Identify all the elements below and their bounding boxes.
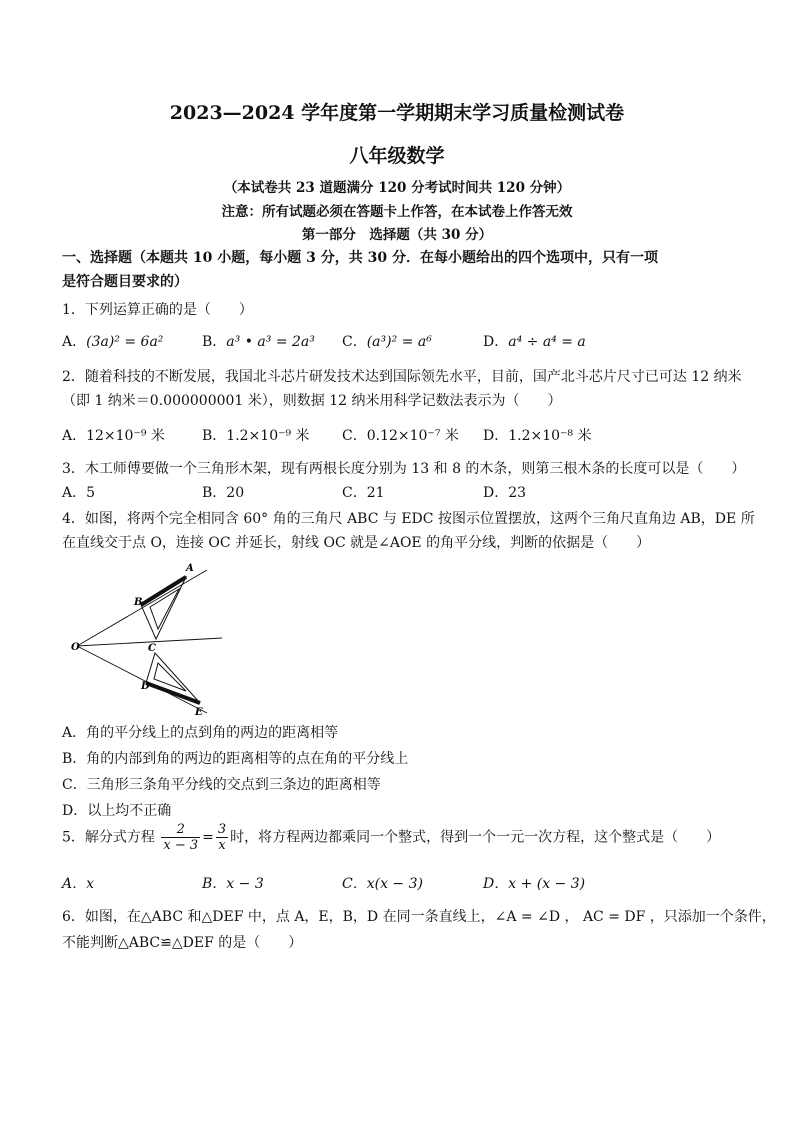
- q5-frac2-numerator: 3: [217, 822, 227, 837]
- label-c: C: [148, 643, 156, 654]
- q6-line1: 6．如图，在△ABC 和△DEF 中，点 A，E，B，D 在同一条直线上，∠A = ∠D ， AC = DF ，只添加一个条件，: [62, 909, 776, 925]
- q4-line1: 4．如图，将两个完全相同含 60° 角的三角尺 ABC 与 EDC 按图示位置摆放，这两个三角尺直角边 AB，DE 所: [62, 511, 755, 527]
- q4-option-a: A．角的平分线上的点到角的两边的距离相等: [62, 725, 339, 741]
- q4-figure: [62, 555, 237, 720]
- q4-option-d: D．以上均不正确: [62, 803, 172, 819]
- exam-subject: 八年级数学: [349, 145, 445, 167]
- section-heading-line2: 是符合题目要求的）: [62, 274, 188, 290]
- q5-equals: =: [202, 829, 214, 846]
- q1-option-d: [483, 331, 586, 351]
- q1-c-label: C．: [342, 334, 367, 350]
- q3-stem: 3．木工师傅要做一个三角形木架，现有两根长度分别为 13 和 8 的木条，则第三根木条的长度可以是（ ）: [62, 461, 746, 477]
- ray-oe: [77, 646, 207, 713]
- q1-a-label: A．: [62, 334, 87, 350]
- q5-option-a: A．x: [62, 876, 95, 892]
- q4-line2: 在直线交于点 O，连接 OC 并延长，射线 OC 就是∠AOE 的角平分线，判断的依据是（ ）: [62, 535, 651, 551]
- q5-frac1-denominator: x − 3: [163, 838, 199, 853]
- label-d: D: [141, 681, 150, 692]
- exam-title: 2023—2024 学年度第一学期期末学习质量检测试卷: [169, 102, 625, 124]
- q5-frac2-denominator: x: [218, 838, 226, 853]
- q1-a-expr: (3a)² = 6a²: [86, 334, 164, 350]
- q5-option-c: C．x(x − 3): [342, 876, 423, 892]
- q1-option-a: [62, 331, 163, 351]
- q5-option-d: D．x + (x − 3): [483, 876, 586, 892]
- q3-option-b: B．20: [202, 485, 245, 501]
- exam-info: （本试卷共 23 道题满分 120 分考试时间共 120 分钟）: [223, 180, 571, 196]
- q3-option-c: C．21: [342, 485, 385, 501]
- q5-stem-before: 5．解分式方程: [62, 829, 155, 846]
- q2-option-d: D．1.2×10⁻⁸ 米: [483, 428, 592, 444]
- q5-stem: [62, 822, 720, 853]
- q1-c-expr: (a³)² = a⁶: [366, 334, 432, 350]
- q4-option-c: C．三角形三条角平分线的交点到三条边的距离相等: [62, 777, 381, 793]
- q1-b-expr: a³ • a³ = 2a³: [226, 334, 315, 350]
- q5-stem-after: 时，将方程两边都乘同一个整式，得到一个一元一次方程，这个整式是（ ）: [230, 829, 721, 846]
- q5-fraction-right: [216, 822, 228, 853]
- q1-option-b: [202, 331, 315, 351]
- q2-line2: （即 1 纳米＝0.000000001 米），则数据 12 纳米用科学记数法表示为（ ）: [62, 393, 562, 409]
- part-heading: 第一部分 选择题（共 30 分）: [301, 227, 493, 243]
- q2-option-a: A．12×10⁻⁹ 米: [62, 428, 165, 444]
- label-o: O: [71, 642, 80, 653]
- q2-option-c: C．0.12×10⁻⁷ 米: [342, 428, 459, 444]
- q1-d-label: D．: [483, 334, 509, 350]
- q5-option-b: B．x − 3: [202, 876, 264, 892]
- q3-option-d: D．23: [483, 485, 527, 501]
- q3-option-a: A．5: [62, 485, 96, 501]
- q6-line2: 不能判断△ABC≌△DEF 的是（ ）: [62, 935, 303, 951]
- q4-option-b: B．角的内部到角的两边的距离相等的点在角的平分线上: [62, 751, 409, 767]
- label-b: B: [134, 597, 143, 608]
- q1-d-expr: a⁴ ÷ a⁴ = a: [508, 334, 586, 350]
- q2-option-b: B．1.2×10⁻⁹ 米: [202, 428, 310, 444]
- q1-stem: 1．下列运算正确的是（ ）: [62, 302, 253, 318]
- section-heading-line1: 一、选择题（本题共 10 小题，每小题 3 分，共 30 分．在每小题给出的四个选项中，只有一项: [62, 250, 658, 266]
- label-a: A: [186, 563, 194, 574]
- q1-option-c: [342, 331, 432, 351]
- q1-b-label: B．: [202, 334, 227, 350]
- exam-notice: 注意：所有试题必须在答题卡上作答，在本试卷上作答无效: [221, 204, 573, 220]
- q2-line1: 2．随着科技的不断发展，我国北斗芯片研发技术达到国际领先水平，目前，国产北斗芯片尺寸已可达 12 纳米: [62, 369, 742, 385]
- label-e: E: [195, 707, 203, 718]
- q5-fraction-left: [161, 822, 200, 853]
- q5-frac1-numerator: 2: [161, 822, 200, 838]
